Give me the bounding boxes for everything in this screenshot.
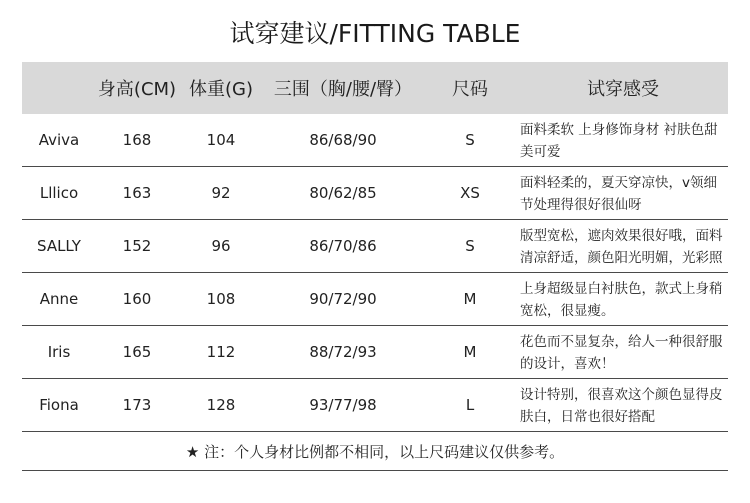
weight-value: 108 [206, 290, 236, 308]
weight-value: 128 [206, 396, 236, 414]
fitting-feeling [518, 328, 728, 376]
fitting-table [22, 62, 728, 432]
height-value: 160 [122, 290, 152, 308]
table-row [22, 326, 728, 379]
size-value: M [463, 290, 477, 308]
table-row [22, 220, 728, 273]
measurements-value: 90/72/90 [309, 290, 377, 308]
model-name: Lllico [39, 184, 79, 202]
fitting-feeling-text: 面料柔软 上身修饰身材 衬肤色甜美可爱 [520, 122, 718, 160]
fitting-feeling [518, 381, 728, 429]
weight-value: 104 [206, 131, 236, 149]
measurements-value: 80/62/85 [309, 184, 377, 202]
height-value: 163 [122, 184, 152, 202]
model-name: Fiona [39, 396, 79, 414]
footnote: ★ 注：个人身材比例都不相同，以上尺码建议仅供参考。 [185, 443, 565, 461]
fitting-feeling-text: 面料轻柔的，夏天穿凉快，v领细节处理得很好很仙呀 [520, 175, 717, 213]
bottom-divider [22, 470, 728, 471]
table-header [22, 62, 728, 114]
height-value: 152 [122, 237, 152, 255]
table-row [22, 167, 728, 220]
fitting-feeling [518, 222, 728, 270]
model-name: Iris [47, 343, 71, 361]
weight-value: 92 [211, 184, 231, 202]
table-row [22, 273, 728, 326]
model-name: SALLY [37, 237, 81, 255]
measurements-value: 86/70/86 [309, 237, 377, 255]
fitting-feeling [518, 275, 728, 323]
page-title: 试穿建议/FITTING TABLE [229, 19, 521, 48]
fitting-feeling-text: 花色而不显复杂，给人一种很舒服的设计，喜欢！ [520, 334, 723, 372]
column-header-size: 尺码 [452, 79, 488, 100]
model-name: Anne [39, 290, 79, 308]
size-value: S [465, 131, 475, 149]
size-value: M [463, 343, 477, 361]
size-value: L [465, 396, 475, 414]
weight-value: 96 [211, 237, 231, 255]
weight-value: 112 [206, 343, 236, 361]
column-header-feeling: 试穿感受 [587, 79, 659, 100]
column-header-weight: 体重(G) [189, 79, 253, 100]
measurements-value: 93/77/98 [309, 396, 377, 414]
column-header-height: 身高(CM) [97, 79, 177, 100]
height-value: 165 [122, 343, 152, 361]
fitting-feeling [518, 116, 728, 164]
size-value: S [465, 237, 475, 255]
model-name: Aviva [38, 131, 80, 149]
table-row [22, 379, 728, 432]
size-value: XS [460, 184, 480, 202]
height-value: 173 [122, 396, 152, 414]
fitting-feeling-text: 上身超级显白衬肤色，款式上身稍宽松，很显瘦。 [520, 281, 723, 319]
table-row [22, 114, 728, 167]
measurements-value: 86/68/90 [309, 131, 377, 149]
column-header-measurements: 三围（胸/腰/臀） [273, 79, 413, 100]
fitting-feeling [518, 169, 728, 217]
height-value: 168 [122, 131, 152, 149]
fitting-feeling-text: 设计特别，很喜欢这个颜色显得皮肤白，日常也很好搭配 [520, 387, 723, 425]
fitting-feeling-text: 版型宽松，遮肉效果很好哦，面料清凉舒适，颜色阳光明媚，光彩照 [520, 228, 723, 266]
measurements-value: 88/72/93 [309, 343, 377, 361]
